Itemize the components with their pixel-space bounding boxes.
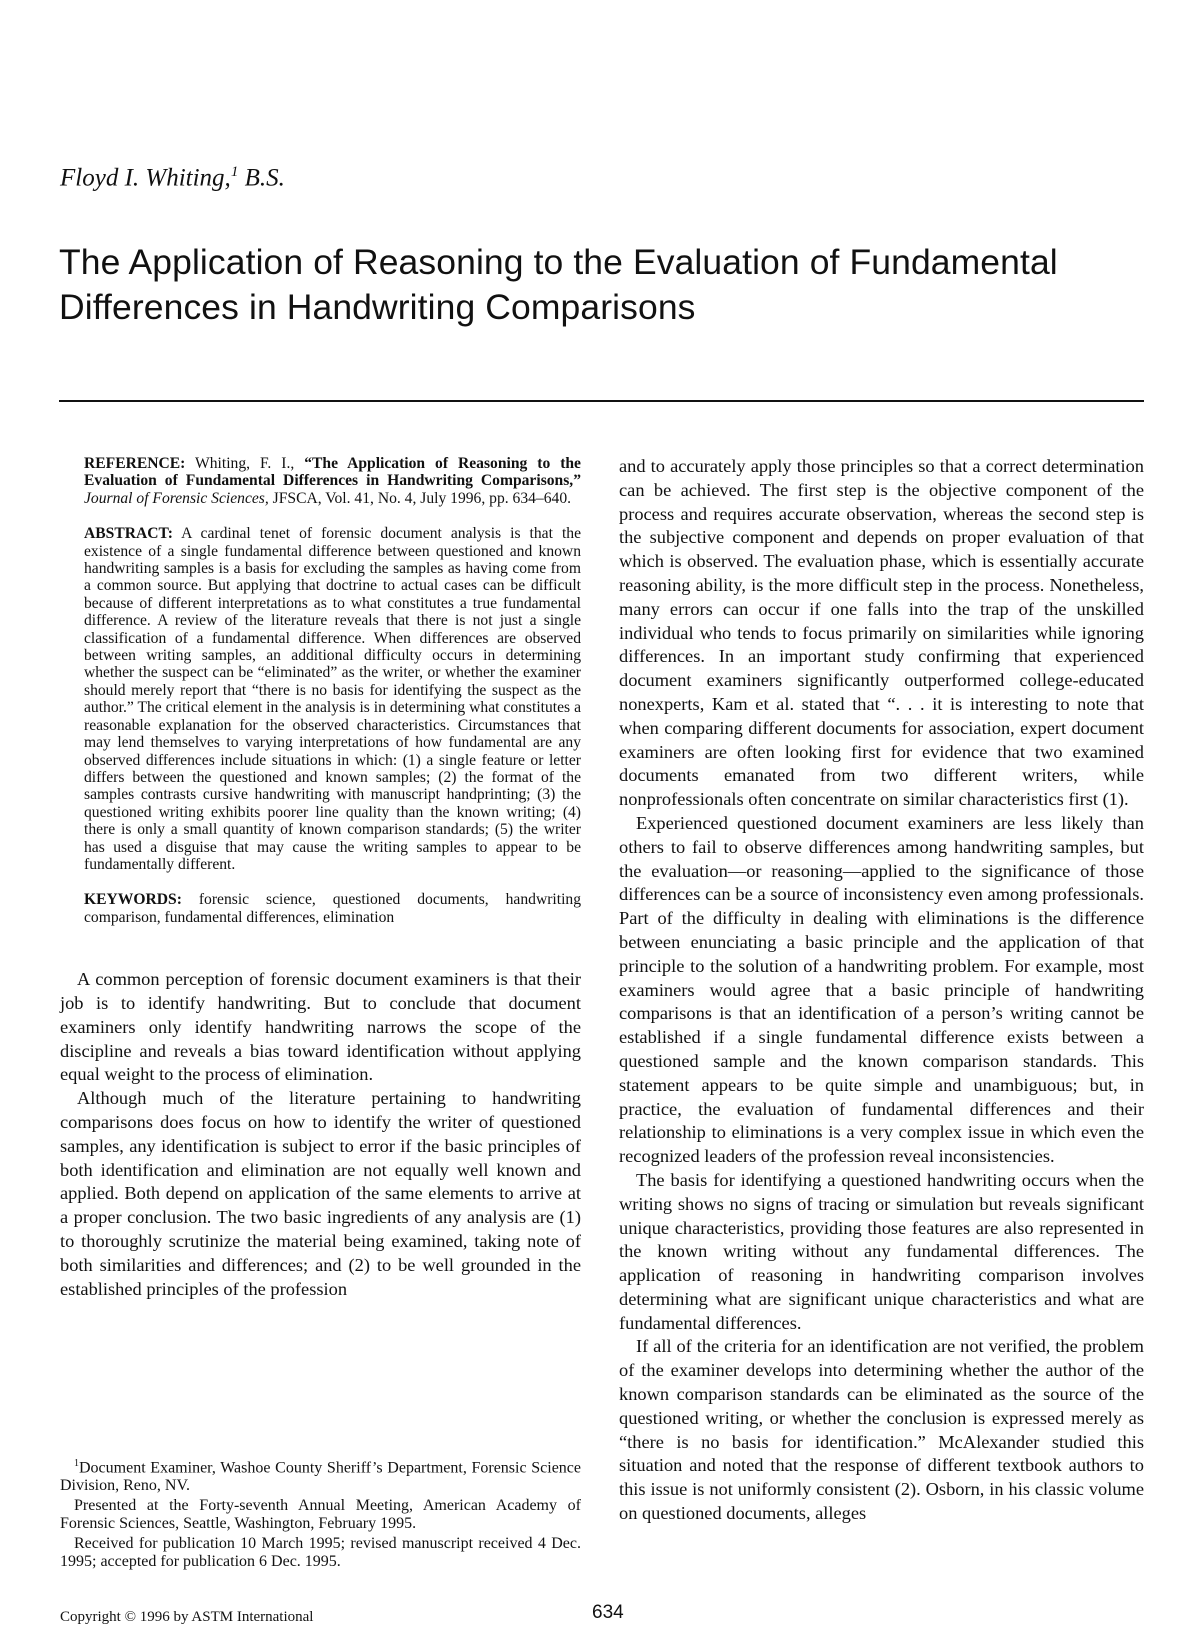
page-number: 634: [592, 1602, 624, 1623]
reference-journal: Journal of Forensic Sciences,: [84, 489, 269, 507]
body-paragraph: The basis for identifying a questioned handwriting occurs when the writing shows no signs of tracing or simulation but reveals significant unique characteristics, providing those features are also represented in the known writing without any fundamental differences. The application of reasoning in handwriting comparison involves determining what are significant unique characteristics and what are fundamental differences.: [619, 1169, 1144, 1333]
copyright-notice: Copyright © 1996 by ASTM International: [60, 1609, 314, 1625]
keywords-text: forensic science, questioned documents, handwriting comparison, fundamental differences, elimination: [84, 891, 581, 926]
body-paragraph: and to accurately apply those principles so that a correct determination can be achieved. The first step is the objective component of the process and requires accurate observation, whereas the second step is the subjective component and depends on proper evaluation of that which is observed. The evaluation phase, which is essentially accurate reasoning ability, is the more difficult step in the process. Nonetheless, many errors can occur if one falls into the trap of the unskilled individual who tends to focus primarily on similarities while ignoring differences. In an important study confirming that experienced document examiners significantly outperformed college-educated nonexperts, Kam et al. stated that “. . . it is interesting to note that when comparing different documents for association, expert document examiners are often looking first for evidence that two examined documents emanated from two different writers, while nonprofessionals often concentrate on similar characteristics first (1).: [619, 456, 1144, 810]
title-divider: [59, 400, 1144, 402]
footnote-marker: 1: [74, 1458, 79, 1469]
right-body-text: [619, 455, 1144, 1526]
abstract-paragraph: [84, 525, 581, 873]
right-column: [619, 455, 1144, 1526]
body-paragraph: Experienced questioned document examiners are less likely than others to fail to observe differences among handwriting samples, but the evaluation—or reasoning—applied to the significance of those differences can be a source of inconsistency even among professionals. Part of the difficulty in dealing with eliminations is the difference between enunciating a basic principle and the application of that principle to the solution of a handwriting problem. For example, most examiners would agree that a basic principle of handwriting comparisons is that an identification of a person’s writing cannot be established if a single fundamental difference exists between a questioned sample and the known comparison standards. This statement appears to be quite simple and unambiguous; but, in practice, the evaluation of fundamental differences and their relationship to eliminations is a very complex issue in which even the recognized leaders of the profession reveal inconsistencies.: [619, 812, 1144, 1167]
footnote-received: Received for publication 10 March 1995; revised manuscript received 4 Dec. 1995; accepted for publication 6 Dec. 1995.: [60, 1535, 581, 1571]
abstract-label: ABSTRACT:: [84, 525, 173, 543]
abstract-block: [60, 455, 581, 926]
keywords-paragraph: [84, 891, 581, 926]
left-body-text: [60, 968, 581, 1301]
reference-paragraph: [84, 455, 581, 507]
body-paragraph: Although much of the literature pertaining to handwriting comparisons does focus on how to identify the writer of questioned samples, any identification is subject to error if the basic principles of both identification and elimination are not equally well known and applied. Both depend on application of the same elements to arrive at a proper conclusion. The two basic ingredients of any analysis are (1) to thoroughly scrutinize the material being examined, taking note of both similarities and differences; and (2) to be well grounded in the established principles of the profession: [60, 1088, 581, 1299]
abstract-text: A cardinal tenet of forensic document analysis is that the existence of a single fundamental difference between questioned and known handwriting samples is a basis for excluding the samples as having come from a common source. But applying that doctrine to actual cases can be difficult because of different interpretations as to what constitutes a true fundamental difference. A review of the literature reveals that there is not just a single classification of a fundamental difference. When differences are observed between writing samples, an additional difficulty occurs in determining whether the suspect can be “eliminated” as the writer, or whether the examiner should merely report that “there is no basis for identifying the suspect as the author.” The critical element in the analysis is in determining what constitutes a reasonable explanation for the observed characteristics. Circumstances that may lend themselves to varying interpretations of how fundamental are any observed differences include situations in which: (1) a single feature or letter differs between the questioned and known samples; (2) the format of the samples contrasts cursive handwriting with manuscript handprinting; (3) the questioned writing exhibits poorer line quality than the known writing; (4) there is only a small quantity of known comparison standards; (5) the writer has used a disguise that may cause the writing samples to appear to be fundamentally different.: [84, 525, 581, 873]
paper-title: The Application of Reasoning to the Evaluation of Fundamental Differences in Handwriting Comparisons: [59, 242, 1058, 327]
keywords-label: KEYWORDS:: [84, 891, 182, 909]
footnotes: [60, 1455, 581, 1573]
author-footnote-marker: 1: [230, 164, 239, 180]
reference-authors: Whiting, F. I.,: [185, 455, 305, 472]
left-column: [60, 455, 581, 1301]
body-paragraph: A common perception of forensic document examiners is that their job is to identify handwriting. But to conclude that document examiners only identify handwriting narrows the scope of the discipline and reveals a bias toward identification without applying equal weight to the process of elimination.: [60, 969, 581, 1085]
author-degree: B.S.: [238, 164, 285, 192]
body-paragraph: If all of the criteria for an identification are not verified, the problem of the examiner develops into determining whether the author of the known comparison standards can be eliminated as the source of the questioned writing, or whether the conclusion is expressed merely as “there is no basis for identification.” McAlexander studied this situation and noted that the response of different textbook authors to this issue is not uniformly consistent (2). Osborn, in his classic volume on questioned documents, alleges: [619, 1336, 1144, 1524]
author-line: [60, 164, 285, 192]
footnote-presented: Presented at the Forty-seventh Annual Meeting, American Academy of Forensic Sciences, Seattle, Washington, February 1995.: [60, 1497, 581, 1533]
author-name: Floyd I. Whiting,: [60, 164, 231, 192]
reference-citation: JFSCA, Vol. 41, No. 4, July 1996, pp. 634–640.: [268, 489, 572, 507]
reference-label: REFERENCE:: [84, 455, 186, 472]
footnote-affiliation: $^1$Document Examiner, Washoe County Sheriff’s Department, Forensic Science Division, Reno, NV.: [60, 1458, 581, 1495]
reference-title: “The Application of Reasoning to the Evaluation of Fundamental Differences in Handwriting Comparisons,”: [84, 455, 581, 490]
